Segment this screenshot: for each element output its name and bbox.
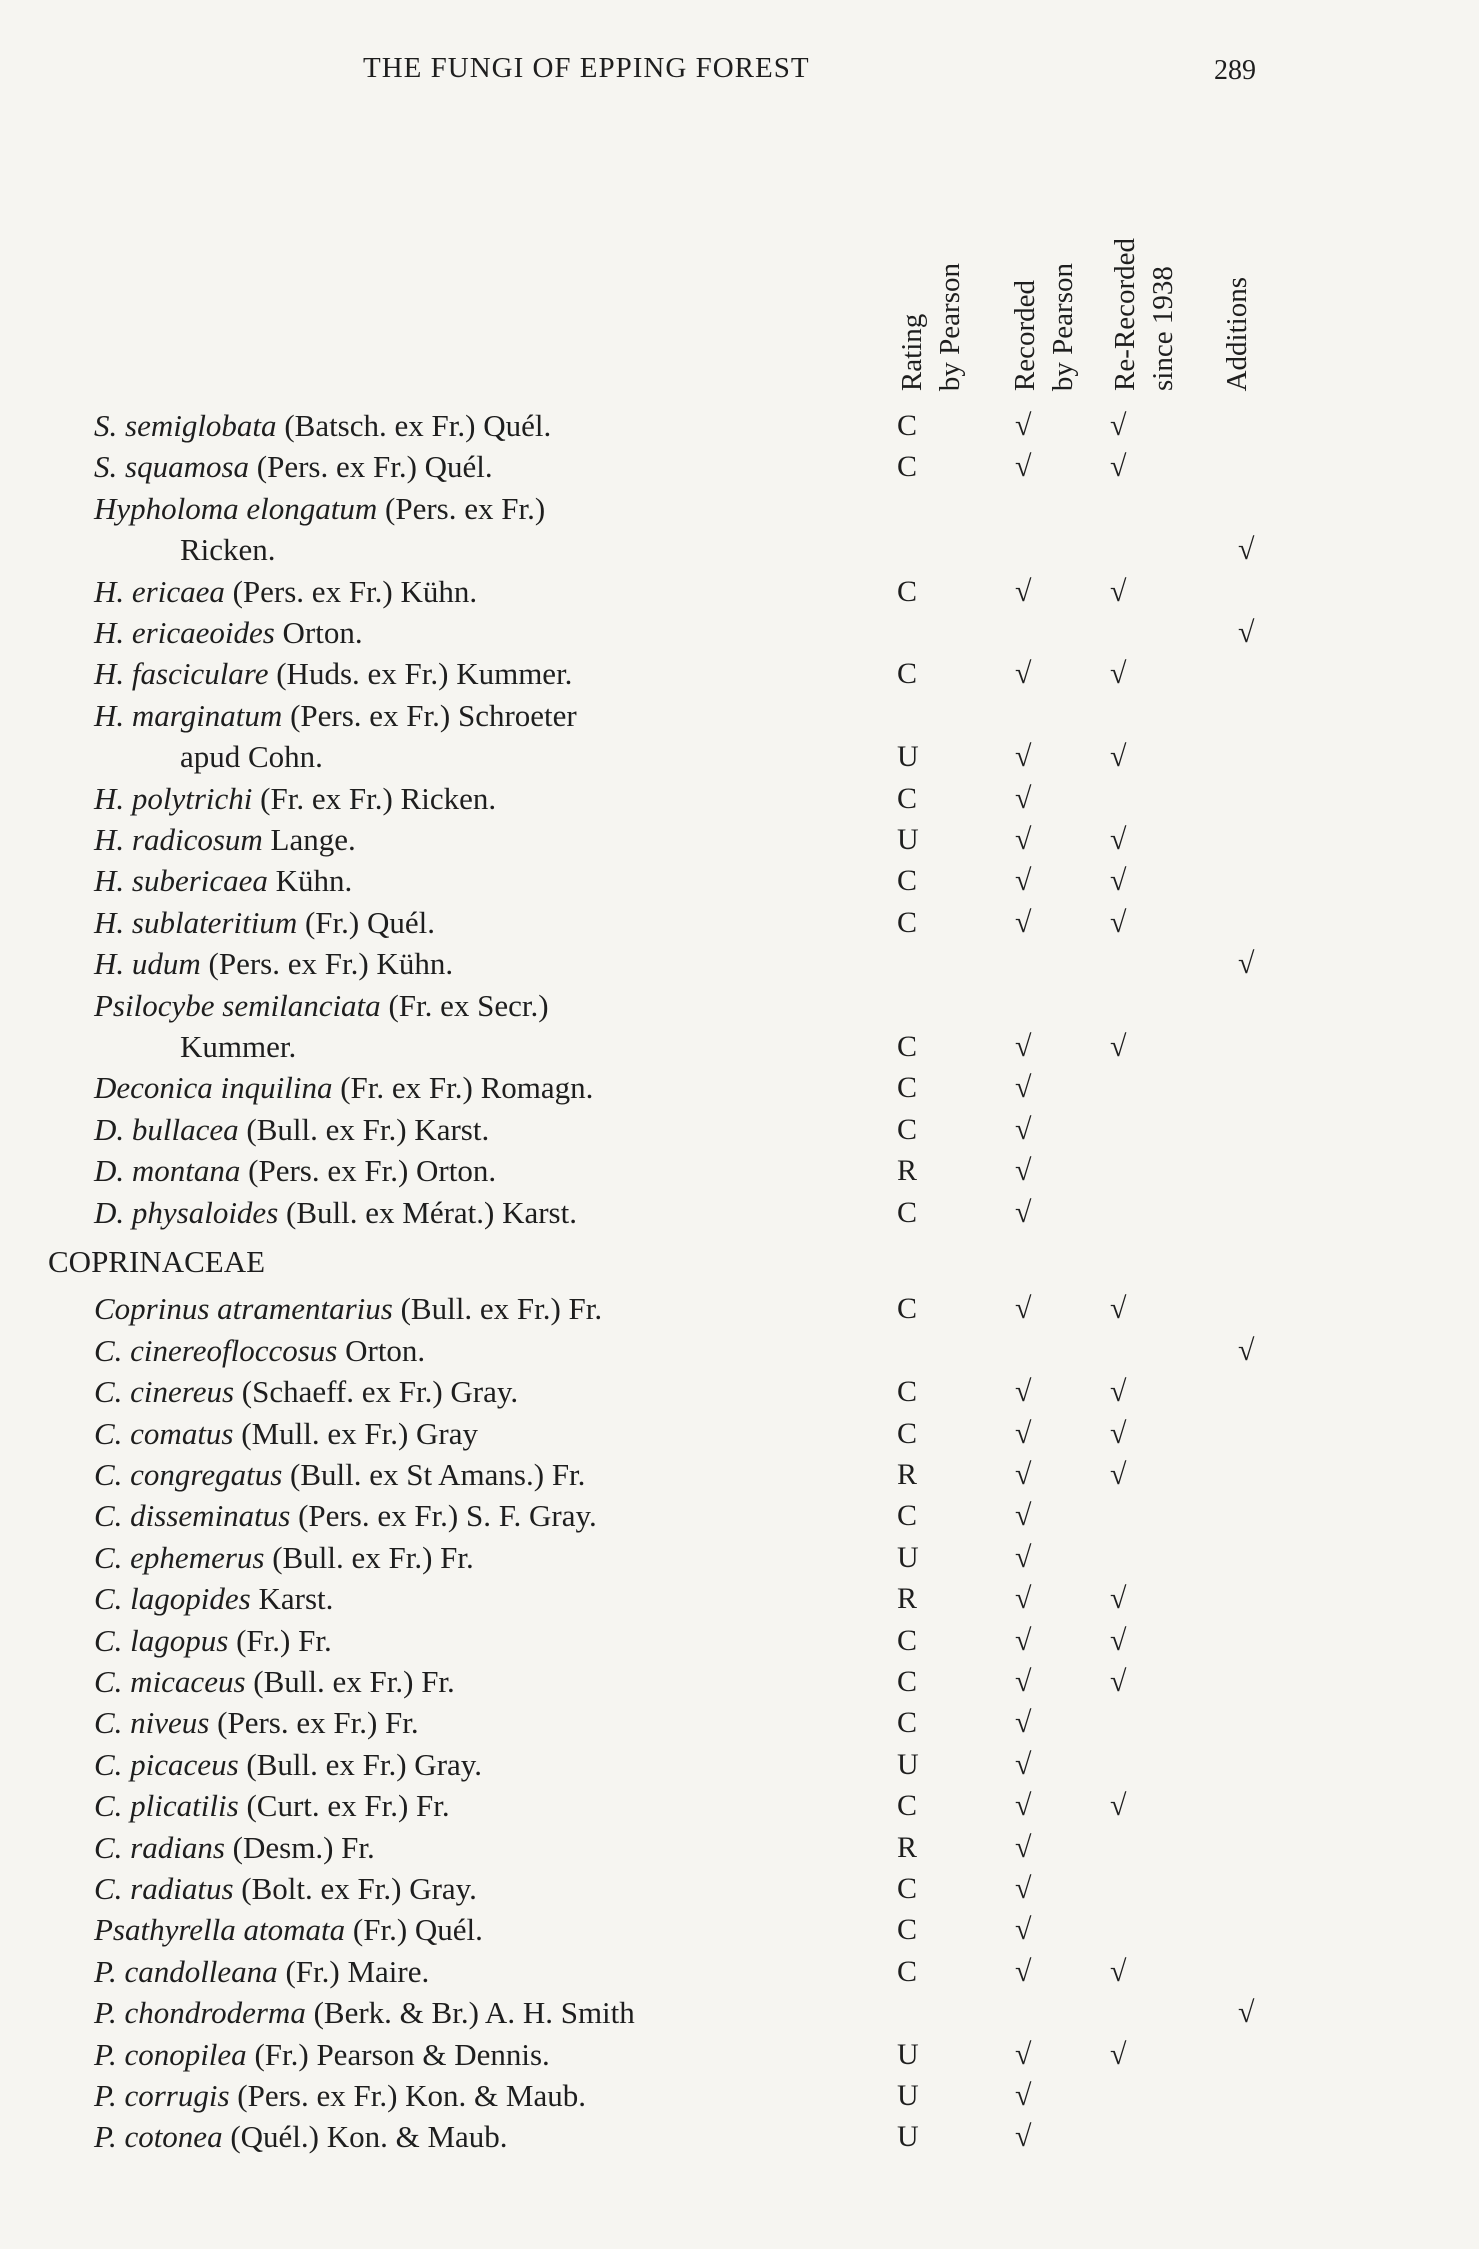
table-row bbox=[0, 1413, 1479, 1455]
species-authority: (Mull. ex Fr.) Gray bbox=[241, 1416, 479, 1451]
table-row bbox=[0, 488, 1479, 530]
species-authority: (Berk. & Br.) A. H. Smith bbox=[313, 1995, 635, 2030]
table-row bbox=[0, 1868, 1479, 1910]
species-name bbox=[94, 860, 352, 902]
recorded-check: √ bbox=[1015, 1624, 1032, 1657]
species-name bbox=[94, 985, 549, 1027]
species-authority: apud Cohn. bbox=[180, 739, 323, 774]
species-name bbox=[94, 1537, 474, 1579]
rating-mark: C bbox=[897, 1499, 918, 1532]
rating-mark: C bbox=[897, 782, 918, 815]
column-header-line: Re-Recorded bbox=[1109, 238, 1141, 391]
species-binomial: C. radiatus bbox=[94, 1871, 234, 1906]
recorded-check: √ bbox=[1015, 1458, 1032, 1491]
species-name bbox=[94, 1150, 496, 1192]
rating-mark: C bbox=[897, 1955, 918, 1988]
rerecorded-check: √ bbox=[1110, 864, 1127, 897]
species-authority: (Bull. ex Fr.) Karst. bbox=[246, 1112, 490, 1147]
species-authority: (Pers. ex Fr.) Kon. & Maub. bbox=[237, 2078, 586, 2113]
recorded-check: √ bbox=[1015, 1955, 1032, 1988]
species-binomial: S. squamosa bbox=[94, 449, 250, 484]
table-row bbox=[0, 860, 1479, 902]
column-header-line: Rating bbox=[896, 313, 928, 391]
species-binomial: Psathyrella atomata bbox=[94, 1912, 346, 1947]
table-row bbox=[0, 736, 1479, 778]
recorded-check: √ bbox=[1015, 740, 1032, 773]
rating-mark: C bbox=[897, 1665, 918, 1698]
rerecorded-check: √ bbox=[1110, 575, 1127, 608]
species-authority: (Pers. ex Fr.) Schroeter bbox=[290, 698, 577, 733]
table-row bbox=[0, 1192, 1479, 1234]
species-binomial: S. semiglobata bbox=[94, 408, 277, 443]
rating-mark: U bbox=[897, 2079, 919, 2112]
rerecorded-check: √ bbox=[1110, 1417, 1127, 1450]
species-name bbox=[94, 1827, 375, 1869]
additions-check: √ bbox=[1238, 947, 1255, 980]
species-authority: (Fr.) Pearson & Dennis. bbox=[254, 2037, 550, 2072]
species-binomial: C. cinereus bbox=[94, 1374, 235, 1409]
table-row bbox=[0, 1150, 1479, 1192]
species-authority: (Bull. ex Fr.) Fr. bbox=[400, 1291, 603, 1326]
species-binomial: C. disseminatus bbox=[94, 1498, 291, 1533]
recorded-check: √ bbox=[1015, 1665, 1032, 1698]
species-binomial: H. polytrichi bbox=[94, 781, 253, 816]
table-row bbox=[0, 1067, 1479, 1109]
rating-mark: U bbox=[897, 2038, 919, 2071]
column-header-line: Recorded bbox=[1009, 279, 1041, 391]
species-name bbox=[94, 1371, 518, 1413]
recorded-check: √ bbox=[1015, 657, 1032, 690]
rating-mark: C bbox=[897, 1030, 918, 1063]
species-authority: Karst. bbox=[258, 1581, 334, 1616]
recorded-check: √ bbox=[1015, 1196, 1032, 1229]
species-name bbox=[94, 695, 577, 737]
rating-mark: R bbox=[897, 1582, 918, 1615]
species-name bbox=[94, 1109, 489, 1151]
species-name bbox=[94, 1620, 332, 1662]
species-binomial: C. congregatus bbox=[94, 1457, 283, 1492]
recorded-check: √ bbox=[1015, 823, 1032, 856]
column-header-line: Additions bbox=[1221, 276, 1253, 391]
table-row bbox=[0, 1330, 1479, 1372]
additions-check: √ bbox=[1238, 616, 1255, 649]
species-authority: (Curt. ex Fr.) Fr. bbox=[246, 1788, 450, 1823]
species-authority: (Pers. ex Fr.) Fr. bbox=[217, 1705, 419, 1740]
species-binomial: C. cinereofloccosus bbox=[94, 1333, 338, 1368]
species-name bbox=[94, 1661, 455, 1703]
rerecorded-check: √ bbox=[1110, 1624, 1127, 1657]
species-authority: (Bull. ex Fr.) Fr. bbox=[272, 1540, 474, 1575]
rerecorded-check: √ bbox=[1110, 1665, 1127, 1698]
rating-mark: C bbox=[897, 1417, 918, 1450]
section-heading: COPRINACEAE bbox=[48, 1244, 266, 1279]
table-row bbox=[0, 2034, 1479, 2076]
rerecorded-check: √ bbox=[1110, 1292, 1127, 1325]
species-name bbox=[94, 1454, 585, 1496]
column-header-line: since 1938 bbox=[1147, 266, 1179, 391]
species-name bbox=[94, 1288, 602, 1330]
species-authority: (Schaeff. ex Fr.) Gray. bbox=[241, 1374, 519, 1409]
species-binomial: H. ericaeoides bbox=[94, 615, 275, 650]
species-authority: (Bolt. ex Fr.) Gray. bbox=[241, 1871, 477, 1906]
species-name bbox=[180, 1026, 296, 1068]
species-authority: (Bull. ex Fr.) Gray. bbox=[246, 1747, 483, 1782]
rerecorded-check: √ bbox=[1110, 1582, 1127, 1615]
rerecorded-check: √ bbox=[1110, 1030, 1127, 1063]
recorded-check: √ bbox=[1015, 2038, 1032, 2071]
species-name bbox=[94, 1868, 477, 1910]
species-name bbox=[94, 1992, 635, 2034]
rating-mark: U bbox=[897, 1748, 919, 1781]
species-binomial: D. montana bbox=[94, 1153, 241, 1188]
section-heading-row bbox=[0, 1241, 1479, 1283]
species-name bbox=[180, 529, 276, 571]
recorded-check: √ bbox=[1015, 575, 1032, 608]
species-binomial: Coprinus atramentarius bbox=[94, 1291, 393, 1326]
recorded-check: √ bbox=[1015, 1292, 1032, 1325]
recorded-check: √ bbox=[1015, 1154, 1032, 1187]
running-title: THE FUNGI OF EPPING FOREST bbox=[363, 52, 810, 84]
table-row bbox=[0, 1026, 1479, 1068]
species-binomial: C. lagopus bbox=[94, 1623, 229, 1658]
species-binomial: D. bullacea bbox=[94, 1112, 239, 1147]
recorded-check: √ bbox=[1015, 1748, 1032, 1781]
table-row bbox=[0, 1992, 1479, 2034]
species-name bbox=[94, 819, 356, 861]
species-binomial: D. physaloides bbox=[94, 1195, 279, 1230]
table-row bbox=[0, 529, 1479, 571]
species-binomial: C. plicatilis bbox=[94, 1788, 239, 1823]
column-header-line: by Pearson bbox=[934, 262, 966, 391]
recorded-check: √ bbox=[1015, 1030, 1032, 1063]
species-binomial: Hypholoma elongatum bbox=[94, 491, 378, 526]
table-row bbox=[0, 446, 1479, 488]
recorded-check: √ bbox=[1015, 1113, 1032, 1146]
table-row bbox=[0, 985, 1479, 1027]
species-authority: (Huds. ex Fr.) Kummer. bbox=[276, 656, 573, 691]
species-authority: (Fr.) Quél. bbox=[304, 905, 435, 940]
rating-mark: C bbox=[897, 1872, 918, 1905]
table-row bbox=[0, 1454, 1479, 1496]
species-binomial: H. fasciculare bbox=[94, 656, 269, 691]
species-authority: Ricken. bbox=[180, 532, 276, 567]
species-binomial: C. picaceus bbox=[94, 1747, 239, 1782]
recorded-check: √ bbox=[1015, 1831, 1032, 1864]
species-authority: (Fr.) Maire. bbox=[285, 1954, 430, 1989]
species-authority: (Fr.) Fr. bbox=[236, 1623, 332, 1658]
rerecorded-check: √ bbox=[1110, 1375, 1127, 1408]
rerecorded-check: √ bbox=[1110, 450, 1127, 483]
species-authority: (Bull. ex Fr.) Fr. bbox=[253, 1664, 455, 1699]
species-binomial: P. corrugis bbox=[94, 2078, 230, 2113]
species-authority: (Quél.) Kon. & Maub. bbox=[230, 2119, 508, 2154]
species-binomial: H. ericaea bbox=[94, 574, 225, 609]
recorded-check: √ bbox=[1015, 864, 1032, 897]
species-authority: (Pers. ex Fr.) Quél. bbox=[256, 449, 493, 484]
rating-mark: R bbox=[897, 1458, 918, 1491]
species-name bbox=[94, 653, 572, 695]
species-name bbox=[94, 446, 493, 488]
table-row bbox=[0, 1744, 1479, 1786]
species-binomial: C. radians bbox=[94, 1830, 225, 1865]
rating-mark: C bbox=[897, 1196, 918, 1229]
rerecorded-check: √ bbox=[1110, 657, 1127, 690]
species-name bbox=[94, 1951, 429, 1993]
table-row bbox=[0, 571, 1479, 613]
table-row bbox=[0, 1578, 1479, 1620]
species-binomial: H. subericaea bbox=[94, 863, 268, 898]
species-name bbox=[94, 1785, 450, 1827]
species-name bbox=[94, 943, 453, 985]
recorded-check: √ bbox=[1015, 1789, 1032, 1822]
species-name bbox=[94, 2075, 586, 2117]
species-binomial: Psilocybe semilanciata bbox=[94, 988, 381, 1023]
recorded-check: √ bbox=[1015, 1375, 1032, 1408]
table-row bbox=[0, 1620, 1479, 1662]
recorded-check: √ bbox=[1015, 1582, 1032, 1615]
table-row bbox=[0, 2116, 1479, 2158]
table-row bbox=[0, 1371, 1479, 1413]
rating-mark: C bbox=[897, 1624, 918, 1657]
table-row bbox=[0, 943, 1479, 985]
rating-mark: C bbox=[897, 1789, 918, 1822]
rerecorded-check: √ bbox=[1110, 906, 1127, 939]
rating-mark: U bbox=[897, 823, 919, 856]
rating-mark: C bbox=[897, 906, 918, 939]
species-binomial: H. radicosum bbox=[94, 822, 263, 857]
species-binomial: P. conopilea bbox=[94, 2037, 247, 2072]
rating-mark: C bbox=[897, 1913, 918, 1946]
recorded-check: √ bbox=[1015, 1541, 1032, 1574]
species-name bbox=[180, 736, 323, 778]
rating-mark: C bbox=[897, 1113, 918, 1146]
species-binomial: C. ephemerus bbox=[94, 1540, 265, 1575]
table-row bbox=[0, 405, 1479, 447]
additions-check: √ bbox=[1238, 1334, 1255, 1367]
species-name bbox=[94, 612, 363, 654]
species-authority: Kummer. bbox=[180, 1029, 297, 1064]
page-number: 289 bbox=[1214, 55, 1256, 86]
rerecorded-check: √ bbox=[1110, 1789, 1127, 1822]
recorded-check: √ bbox=[1015, 1872, 1032, 1905]
species-binomial: Deconica inquilina bbox=[94, 1070, 333, 1105]
table-row bbox=[0, 1537, 1479, 1579]
species-authority: (Bull. ex St Amans.) Fr. bbox=[290, 1457, 586, 1492]
species-name bbox=[94, 1067, 593, 1109]
table-row bbox=[0, 1951, 1479, 1993]
species-authority: (Pers. ex Fr.) Orton. bbox=[248, 1153, 497, 1188]
table-row bbox=[0, 902, 1479, 944]
species-authority: (Pers. ex Fr.) Kühn. bbox=[232, 574, 478, 609]
recorded-check: √ bbox=[1015, 1071, 1032, 1104]
recorded-check: √ bbox=[1015, 1706, 1032, 1739]
species-name bbox=[94, 405, 551, 447]
additions-check: √ bbox=[1238, 1996, 1255, 2029]
species-binomial: P. cotonea bbox=[94, 2119, 223, 2154]
species-name bbox=[94, 2034, 550, 2076]
species-binomial: C. niveus bbox=[94, 1705, 210, 1740]
species-name bbox=[94, 902, 435, 944]
species-authority: (Desm.) Fr. bbox=[232, 1830, 375, 1865]
rating-mark: C bbox=[897, 1071, 918, 1104]
species-authority: Orton. bbox=[282, 615, 363, 650]
recorded-check: √ bbox=[1015, 1913, 1032, 1946]
table-row bbox=[0, 819, 1479, 861]
rating-mark: U bbox=[897, 1541, 919, 1574]
rating-mark: C bbox=[897, 1375, 918, 1408]
table-row bbox=[0, 1702, 1479, 1744]
recorded-check: √ bbox=[1015, 1417, 1032, 1450]
species-binomial: H. sublateritium bbox=[94, 905, 298, 940]
table-row bbox=[0, 653, 1479, 695]
table-row bbox=[0, 1109, 1479, 1151]
table-row bbox=[0, 1288, 1479, 1330]
table-row bbox=[0, 1495, 1479, 1537]
rerecorded-check: √ bbox=[1110, 2038, 1127, 2071]
rating-mark: R bbox=[897, 1154, 918, 1187]
species-binomial: C. comatus bbox=[94, 1416, 234, 1451]
species-name bbox=[94, 488, 545, 530]
rating-mark: C bbox=[897, 575, 918, 608]
species-name bbox=[94, 1495, 597, 1537]
recorded-check: √ bbox=[1015, 409, 1032, 442]
rating-mark: C bbox=[897, 1706, 918, 1739]
table-row bbox=[0, 612, 1479, 654]
species-binomial: P. candolleana bbox=[94, 1954, 278, 1989]
species-binomial: C. micaceus bbox=[94, 1664, 246, 1699]
species-authority: (Fr.) Quél. bbox=[352, 1912, 483, 1947]
species-name bbox=[94, 1744, 482, 1786]
rating-mark: C bbox=[897, 1292, 918, 1325]
rerecorded-check: √ bbox=[1110, 1955, 1127, 1988]
recorded-check: √ bbox=[1015, 906, 1032, 939]
table-row bbox=[0, 695, 1479, 737]
rating-mark: U bbox=[897, 740, 919, 773]
species-authority: (Fr. ex Secr.) bbox=[388, 988, 549, 1023]
column-header-line: by Pearson bbox=[1047, 262, 1079, 391]
species-binomial: P. chondroderma bbox=[94, 1995, 306, 2030]
species-authority: Lange. bbox=[270, 822, 356, 857]
rating-mark: R bbox=[897, 1831, 918, 1864]
species-authority: (Pers. ex Fr.) S. F. Gray. bbox=[298, 1498, 597, 1533]
table-row bbox=[0, 778, 1479, 820]
species-authority: Kühn. bbox=[275, 863, 353, 898]
species-name bbox=[94, 1413, 478, 1455]
table-row bbox=[0, 1909, 1479, 1951]
rating-mark: C bbox=[897, 864, 918, 897]
rating-mark: C bbox=[897, 409, 918, 442]
rerecorded-check: √ bbox=[1110, 740, 1127, 773]
species-authority: (Pers. ex Fr.) bbox=[385, 491, 546, 526]
species-authority: (Batsch. ex Fr.) Quél. bbox=[284, 408, 552, 443]
rating-mark: U bbox=[897, 2120, 919, 2153]
species-authority: Orton. bbox=[345, 1333, 426, 1368]
species-authority: (Pers. ex Fr.) Kühn. bbox=[208, 946, 454, 981]
rating-mark: C bbox=[897, 450, 918, 483]
additions-check: √ bbox=[1238, 533, 1255, 566]
recorded-check: √ bbox=[1015, 450, 1032, 483]
rating-mark: C bbox=[897, 657, 918, 690]
table-row bbox=[0, 2075, 1479, 2117]
table-row bbox=[0, 1827, 1479, 1869]
species-authority: (Fr. ex Fr.) Ricken. bbox=[260, 781, 497, 816]
species-name bbox=[94, 2116, 508, 2158]
species-name bbox=[94, 778, 496, 820]
species-authority: (Bull. ex Mérat.) Karst. bbox=[286, 1195, 577, 1230]
recorded-check: √ bbox=[1015, 2120, 1032, 2153]
species-name bbox=[94, 1702, 419, 1744]
table-row bbox=[0, 1661, 1479, 1703]
recorded-check: √ bbox=[1015, 2079, 1032, 2112]
species-name bbox=[94, 1909, 483, 1951]
species-binomial: H. marginatum bbox=[94, 698, 283, 733]
rerecorded-check: √ bbox=[1110, 409, 1127, 442]
species-binomial: H. udum bbox=[94, 946, 201, 981]
species-name bbox=[94, 1578, 333, 1620]
species-name bbox=[94, 571, 477, 613]
rerecorded-check: √ bbox=[1110, 1458, 1127, 1491]
species-binomial: C. lagopides bbox=[94, 1581, 251, 1616]
species-name bbox=[94, 1192, 577, 1234]
table-row bbox=[0, 1785, 1479, 1827]
recorded-check: √ bbox=[1015, 782, 1032, 815]
species-authority: (Fr. ex Fr.) Romagn. bbox=[340, 1070, 594, 1105]
recorded-check: √ bbox=[1015, 1499, 1032, 1532]
species-name bbox=[94, 1330, 425, 1372]
rerecorded-check: √ bbox=[1110, 823, 1127, 856]
